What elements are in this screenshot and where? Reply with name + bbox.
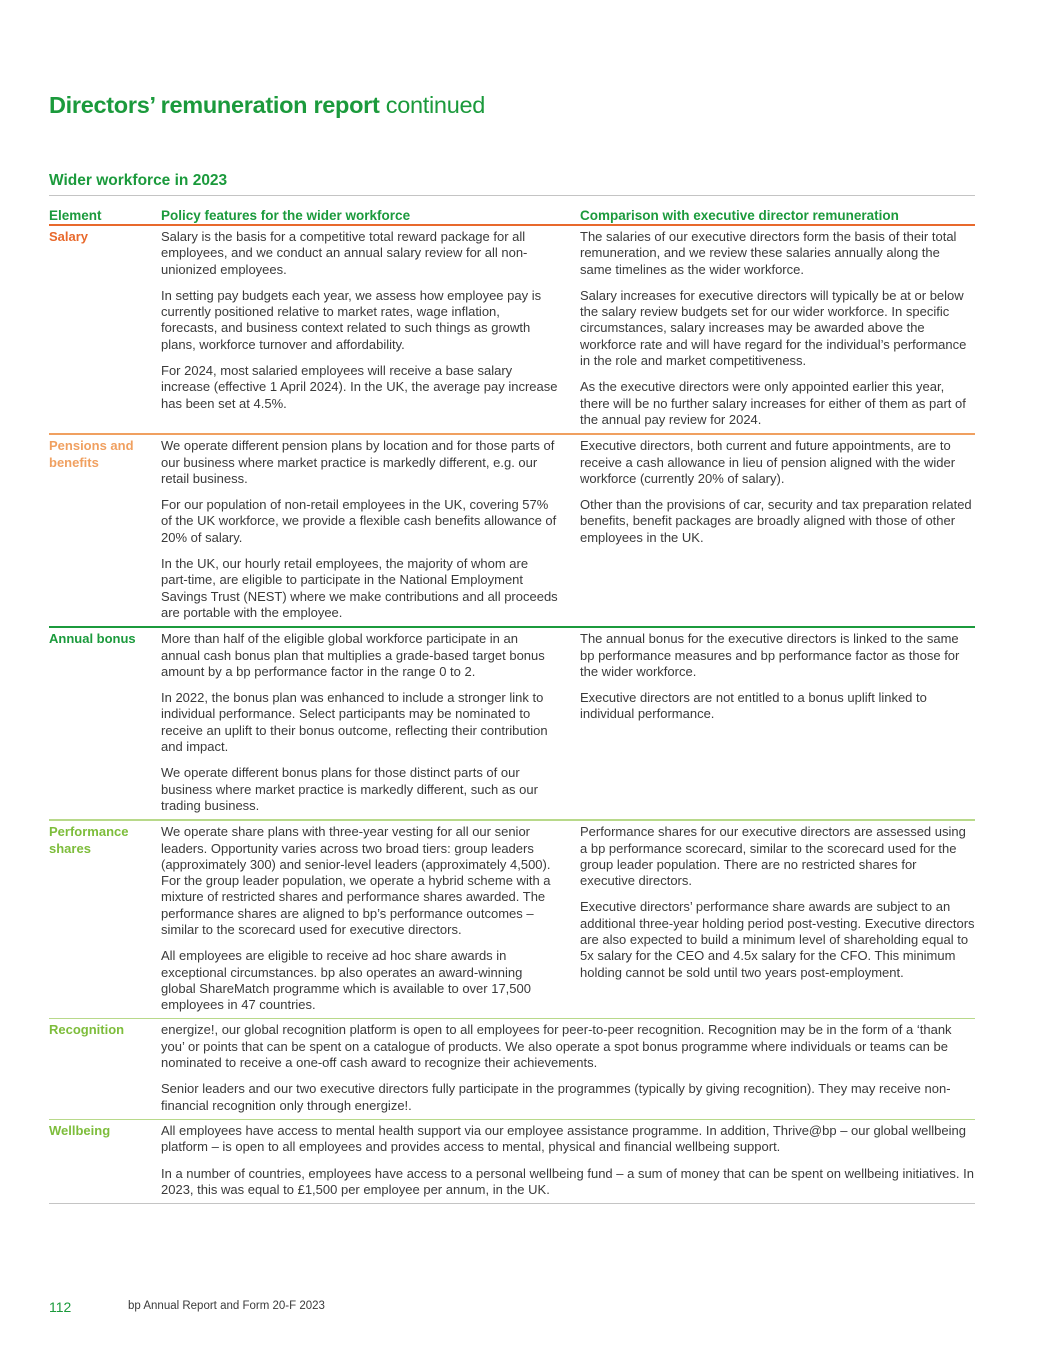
paragraph: All employees are eligible to receive ad hoc share awards in exceptional circumstances. bp also operates an award-winning global ShareMatch programme which is available to over 17,500 employees in 47 countries. bbox=[161, 948, 531, 1013]
wider-workforce-table bbox=[49, 206, 975, 1204]
paragraph: Salary increases for executive directors will typically be at or below the salary review budgets set for our wider workforce. In specific circumstances, salary increases may be awarded above the workforce rate and will have regard for the individual’s performance in the role and market competitiveness. bbox=[580, 287, 967, 369]
footer-publication: bp Annual Report and Form 20-F 2023 bbox=[128, 1300, 325, 1312]
pensions-policy bbox=[161, 434, 580, 627]
table-header-row bbox=[49, 206, 975, 225]
paragraph: Executive directors are not entitled to a bonus uplift linked to individual performance. bbox=[580, 690, 927, 722]
recognition-text bbox=[161, 1019, 975, 1119]
page-title-suffix: continued bbox=[385, 92, 485, 118]
table-row-salary bbox=[49, 225, 975, 434]
paragraph: Executive directors’ performance share awards are subject to an additional three-year holding period post-vesting. Executive directors are also expected to build a minimum level of shareholding equal to 5x salary for the CEO and 4.5x salary for the CFO. This minimum holding cannot be sold until two years post-employment. bbox=[580, 899, 975, 980]
row-label-wellbeing: Wellbeing bbox=[49, 1119, 161, 1203]
paragraph: We operate share plans with three-year vesting for all our senior leaders. Opportunity varies across two broad tiers: group leaders (approximately 300) and senior-level leaders (approximately 4,500). For the group leader population, we operate a hybrid scheme with a mixture of restricted shares and performance shares awarded. The performance shares are aligned to bp’s performance outcomes – similar to the scorecard used for executive directors. bbox=[161, 824, 551, 937]
paragraph: In setting pay budgets each year, we assess how employee pay is currently positioned relative to market rates, wage inflation, forecasts, and business context related to such things as growth plans, workforce turnover and affordability. bbox=[161, 287, 542, 352]
paragraph: energize!, our global recognition platform is open to all employees for peer-to-peer recognition. Recognition may be in the form of a ‘thank you’ or points that can be spent on a catalogue of products. We also operate a spot bonus programme where individuals or teams can be nominated to receive a one-off cash award to recognize their achievements. bbox=[161, 1022, 952, 1071]
paragraph: The annual bonus for the executive directors is linked to the same bp performance measures and bp performance factor as those for the wider workforce. bbox=[580, 631, 960, 679]
page-number: 112 bbox=[49, 1299, 72, 1315]
paragraph: In a number of countries, employees have access to a personal wellbeing fund – a sum of money that can be spent on wellbeing initiatives. In 2023, this was equal to £1,500 per employee per annum, in the UK. bbox=[161, 1165, 974, 1197]
paragraph: Other than the provisions of car, security and tax preparation related benefits, benefit packages are broadly aligned with those of other employees in the UK. bbox=[580, 497, 972, 545]
paragraph: The salaries of our executive directors form the basis of their total remuneration, and we review these salaries annually along the same timelines as the wider workforce. bbox=[580, 229, 957, 277]
salary-comparison bbox=[580, 225, 975, 434]
row-label-pensions: Pensions and benefits bbox=[49, 434, 161, 627]
paragraph: All employees have access to mental health support via our employee assistance programme. In addition, Thrive@bp – our global wellbeing platform – is open to all employees and provides access to mental, physical and financial wellbeing support. bbox=[161, 1122, 966, 1155]
bonus-policy bbox=[161, 627, 580, 820]
paragraph: We operate different bonus plans for those distinct parts of our business where market practice is markedly different, such as our trading business. bbox=[161, 765, 538, 813]
header-policy: Policy features for the wider workforce bbox=[161, 206, 580, 225]
section-title: Wider workforce in 2023 bbox=[49, 172, 228, 189]
table-row-annual-bonus bbox=[49, 627, 975, 820]
paragraph: Executive directors, both current and future appointments, are to receive a cash allowance in lieu of pension aligned with the wider workforce (currently 20% of salary). bbox=[580, 438, 956, 486]
paragraph: For our population of non-retail employees in the UK, covering 57% of the UK workforce, we provide a flexible cash benefits allowance of 20% of salary. bbox=[161, 497, 557, 545]
header-comparison: Comparison with executive director remuneration bbox=[580, 206, 975, 225]
section-divider bbox=[49, 195, 975, 196]
paragraph: We operate different pension plans by location and for those parts of our business where market practice is markedly different, e.g. our retail business. bbox=[161, 438, 555, 486]
paragraph: For 2024, most salaried employees will receive a base salary increase (effective 1 April 2024). In the UK, the average pay increase has been set at 4.5%. bbox=[161, 363, 558, 411]
performance-comparison bbox=[580, 820, 975, 1019]
paragraph: Senior leaders and our two executive directors fully participate in the programmes (typically by giving recognition). They may receive non-financial recognition only through energize!. bbox=[161, 1081, 951, 1113]
table-row-pensions bbox=[49, 434, 975, 627]
paragraph: As the executive directors were only appointed earlier this year, there will be no further salary increases for either of them as part of the annual pay review for 2024. bbox=[580, 379, 966, 427]
table-row-performance-shares bbox=[49, 820, 975, 1019]
bonus-comparison bbox=[580, 627, 975, 820]
row-label-performance-shares: Performance shares bbox=[49, 820, 161, 1019]
row-label-annual-bonus: Annual bonus bbox=[49, 627, 161, 820]
salary-policy bbox=[161, 225, 580, 434]
paragraph: In the UK, our hourly retail employees, the majority of whom are part-time, are eligible to participate in the National Employment Savings Trust (NEST) where we make contributions and all proceeds are portable with the employee. bbox=[161, 556, 558, 620]
table-row-recognition bbox=[49, 1019, 975, 1119]
pensions-comparison bbox=[580, 434, 975, 627]
row-label-recognition: Recognition bbox=[49, 1019, 161, 1119]
header-element: Element bbox=[49, 206, 161, 225]
page-title-main: Directors’ remuneration report bbox=[49, 92, 380, 118]
row-label-salary: Salary bbox=[49, 225, 161, 434]
performance-policy bbox=[161, 820, 580, 1019]
paragraph: Performance shares for our executive directors are assessed using a bp performance scorecard, similar to the scorecard used for the group leader population. There are no restricted shares for executive directors. bbox=[580, 824, 966, 889]
paragraph: In 2022, the bonus plan was enhanced to include a stronger link to individual performance. Select participants may be nominated to receive an uplift to their bonus outcome, reflecting their contribution and impact. bbox=[161, 690, 548, 755]
page-title bbox=[49, 92, 485, 119]
paragraph: Salary is the basis for a competitive total reward package for all employees, and we conduct an annual salary review for all non-unionized employees. bbox=[161, 229, 528, 277]
table-row-wellbeing bbox=[49, 1119, 975, 1203]
wellbeing-text bbox=[161, 1119, 975, 1203]
paragraph: More than half of the eligible global workforce participate in an annual cash bonus plan that multiplies a grade-based target bonus amount by a bp performance factor in the range 0 to 2. bbox=[161, 631, 545, 679]
